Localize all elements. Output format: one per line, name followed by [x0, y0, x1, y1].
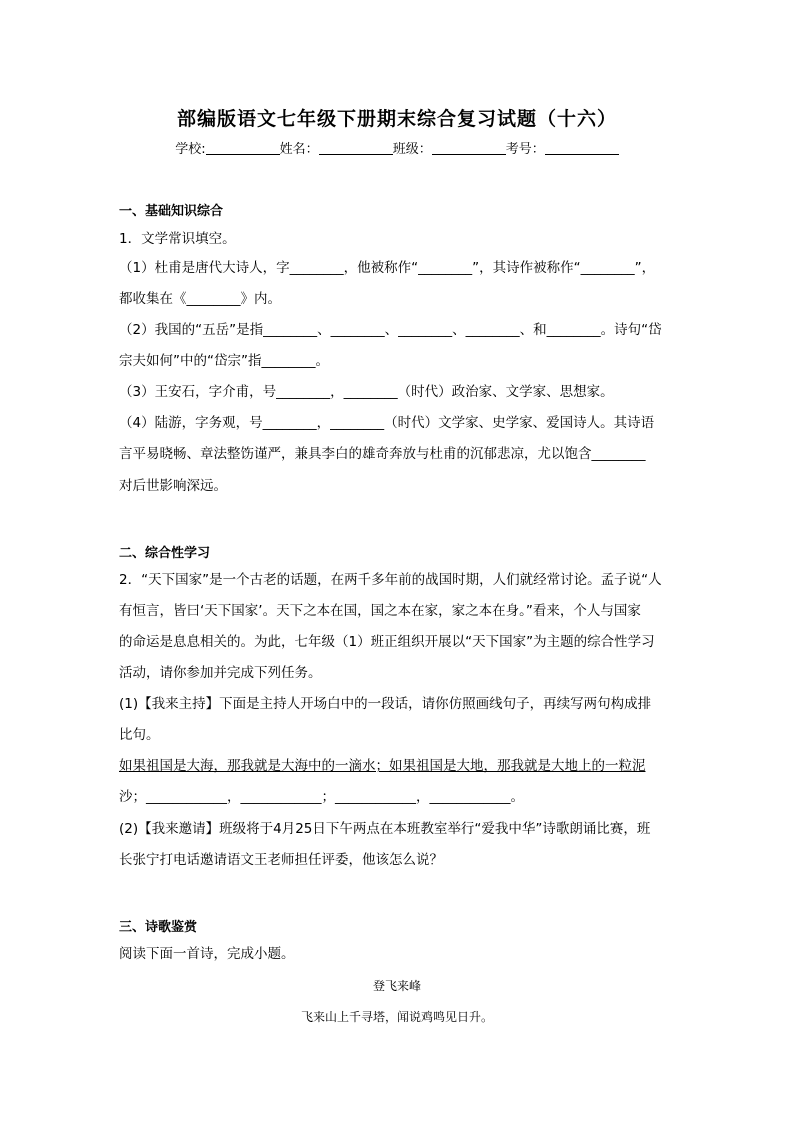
question-1-part-1-cont: 都收集在《________》内。 — [119, 291, 281, 307]
poem-instruction: 阅读下面一首诗，完成小题。 — [119, 946, 295, 962]
number-label: 考号： — [505, 142, 545, 157]
question-1-part-4-cont: 言平易晓畅、章法整饬谨严，兼具李白的雄奇奔放与杜甫的沉郁悲凉，尤以饱含________ — [119, 446, 646, 462]
question-1-part-3: （3）王安石，字介甫，号________，________（时代）政治家、文学家、思想家。 — [119, 384, 614, 400]
question-1-part-2: （2）我国的“五岳”是指________、________、________、________、和________。诗句“岱 — [119, 322, 662, 338]
school-label: 学校: — [175, 142, 206, 157]
question-1-part-4: （4）陆游，字务观，号________，________（时代）文学家、史学家、爱国诗人。其诗语 — [119, 415, 655, 431]
number-blank[interactable] — [545, 140, 619, 155]
section-heading-2: 二、综合性学习 — [119, 546, 211, 561]
question-2-task-1: (1)【我来主持】下面是主持人开场白中的一段话，请你仿照画线句子，再续写两句构成排 — [119, 696, 652, 712]
class-label: 班级： — [392, 142, 432, 157]
question-2-task-1-cont: 比句。 — [119, 727, 160, 743]
question-1-part-2-cont: 宗夫如何”中的“岱宗”指________。 — [119, 353, 329, 369]
poem-title: 登飞来峰 — [372, 979, 421, 993]
question-2-stem-4: 活动，请你参加并完成下列任务。 — [119, 665, 322, 681]
question-2-stem-1: 2．“天下国家”是一个古老的话题，在两千多年前的战国时期，人们就经常讨论。孟子说“人 — [119, 572, 662, 588]
page-title: 部编版语文七年级下册期末综合复习试题（十六） — [176, 108, 617, 130]
question-1-part-4-end: 对后世影响深远。 — [119, 478, 227, 494]
name-label: 姓名： — [279, 142, 319, 157]
question-2-stem-3: 的命运是息息相关的。为此，七年级（1）班正组织开展以“天下国家”为主题的综合性学习 — [119, 634, 655, 650]
answer-blanks-line: 沙；____________，____________；____________，____________。 — [119, 789, 524, 805]
section-heading-1: 一、基础知识综合 — [119, 204, 224, 219]
question-2-stem-2: 有恒言，皆曰‘天下国家’。天下之本在国，国之本在家，家之本在身。”看来，个人与国家 — [119, 603, 641, 619]
section-heading-3: 三、诗歌鉴赏 — [119, 920, 198, 935]
question-1-part-1: （1）杜甫是唐代大诗人，字________，他被称作“________”，其诗作被称作“________”， — [119, 260, 656, 276]
class-blank[interactable] — [432, 140, 506, 155]
question-1-stem: 1．文学常识填空。 — [119, 231, 236, 247]
student-info-line — [0, 138, 794, 157]
poem-line-1: 飞来山上千寻塔，闻说鸡鸣见日升。 — [300, 1010, 493, 1024]
name-blank[interactable] — [319, 140, 393, 155]
school-blank[interactable] — [206, 140, 280, 155]
question-2-task-2-cont: 长张宁打电话邀请语文王老师担任评委，他该怎么说？ — [119, 852, 443, 868]
question-2-task-2: (2)【我来邀请】班级将于4月25日下午两点在本班教室举行“爱我中华”诗歌朗诵比赛，班 — [119, 821, 651, 837]
underlined-example-sentence: 如果祖国是大海，那我就是大海中的一滴水；如果祖国是大地，那我就是大地上的一粒泥 — [119, 758, 646, 774]
